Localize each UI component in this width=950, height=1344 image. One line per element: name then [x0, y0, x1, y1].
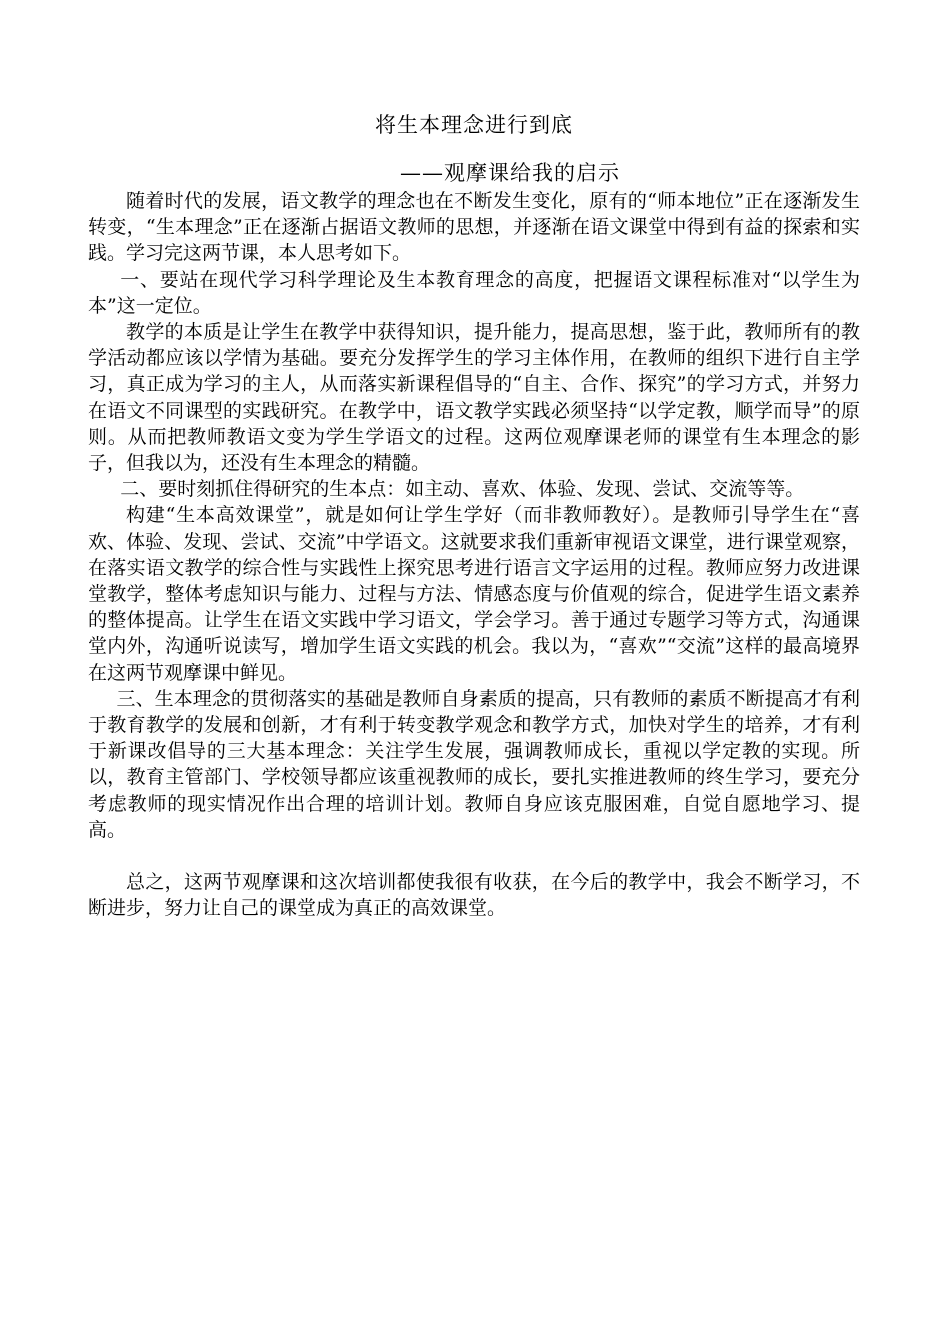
section-heading-1: 一、要站在现代学习科学理论及生本教育理念的高度，把握语文课程标准对“以学生为本”这一定位。	[88, 268, 860, 317]
section-heading-2: 二、要时刻抓住得研究的生本点：如主动、喜欢、体验、发现、尝试、交流等等。	[120, 478, 805, 501]
paragraph-section-2: 构建“生本高效课堂”，就是如何让学生学好（而非教师教好）。是教师引导学生在“喜欢、体验、发现、尝试、交流”中学语文。这就要求我们重新审视语文课堂，进行课堂观察，在落实语文教学的综合性与实践性上探究思考进行语言文字运用的过程。教师应努力改进课堂教学，整体考虑知识与能力、过程与方法、情感态度与价值观的综合，促进学生语文素养的整体提高。让学生在语文实践中学习语文，学会学习。善于通过专题学习等方式，沟通课堂内外，沟通听说读写，增加学生语文实践的机会。我以为，“喜欢”“交流”这样的最高境界在这两节观摩课中鲜见。	[88, 504, 860, 684]
paragraph-section-3: 三、生本理念的贯彻落实的基础是教师自身素质的提高，只有教师的素质不断提高才有利于教育教学的发展和创新，才有利于转变教学观念和教学方式，加快对学生的培养，才有利于新课改倡导的三大基本理念：关注学生发展，强调教师成长，重视以学定教的实现。所以，教育主管部门、学校领导都应该重视教师的成长，要扎实推进教师的终生学习，要充分考虑教师的现实情况作出合理的培训计划。教师自身应该克服困难，自觉自愿地学习、提高。	[88, 687, 860, 841]
document-subtitle: ——观摩课给我的启示	[400, 161, 620, 185]
document-page	[88, 110, 860, 921]
document-title: 将生本理念进行到底	[375, 113, 573, 137]
paragraph-intro: 随着时代的发展，语文教学的理念也在不断发生变化，原有的“师本地位”正在逐渐发生转变，“生本理念”正在逐渐占据语文教师的思想，并逐渐在语文课堂中得到有益的探索和实践。学习完这两节课，本人思考如下。	[88, 190, 860, 265]
paragraph-spacer	[88, 843, 860, 869]
paragraph-conclusion: 总之，这两节观摩课和这次培训都使我很有收获，在今后的教学中，我会不断学习，不断进步，努力让自己的课堂成为真正的高效课堂。	[88, 871, 860, 920]
paragraph-section-1: 教学的本质是让学生在教学中获得知识，提升能力，提高思想，鉴于此，教师所有的教学活动都应该以学情为基础。要充分发挥学生的学习主体作用，在教师的组织下进行自主学习，真正成为学习的主人，从而落实新课程倡导的“自主、合作、探究”的学习方式，并努力在语文不同课型的实践研究。在教学中，语文教学实践必须坚持“以学定教，顺学而导”的原则。从而把教师教语文变为学生学语文的过程。这两位观摩课老师的课堂有生本理念的影子，但我以为，还没有生本理念的精髓。	[88, 321, 860, 475]
